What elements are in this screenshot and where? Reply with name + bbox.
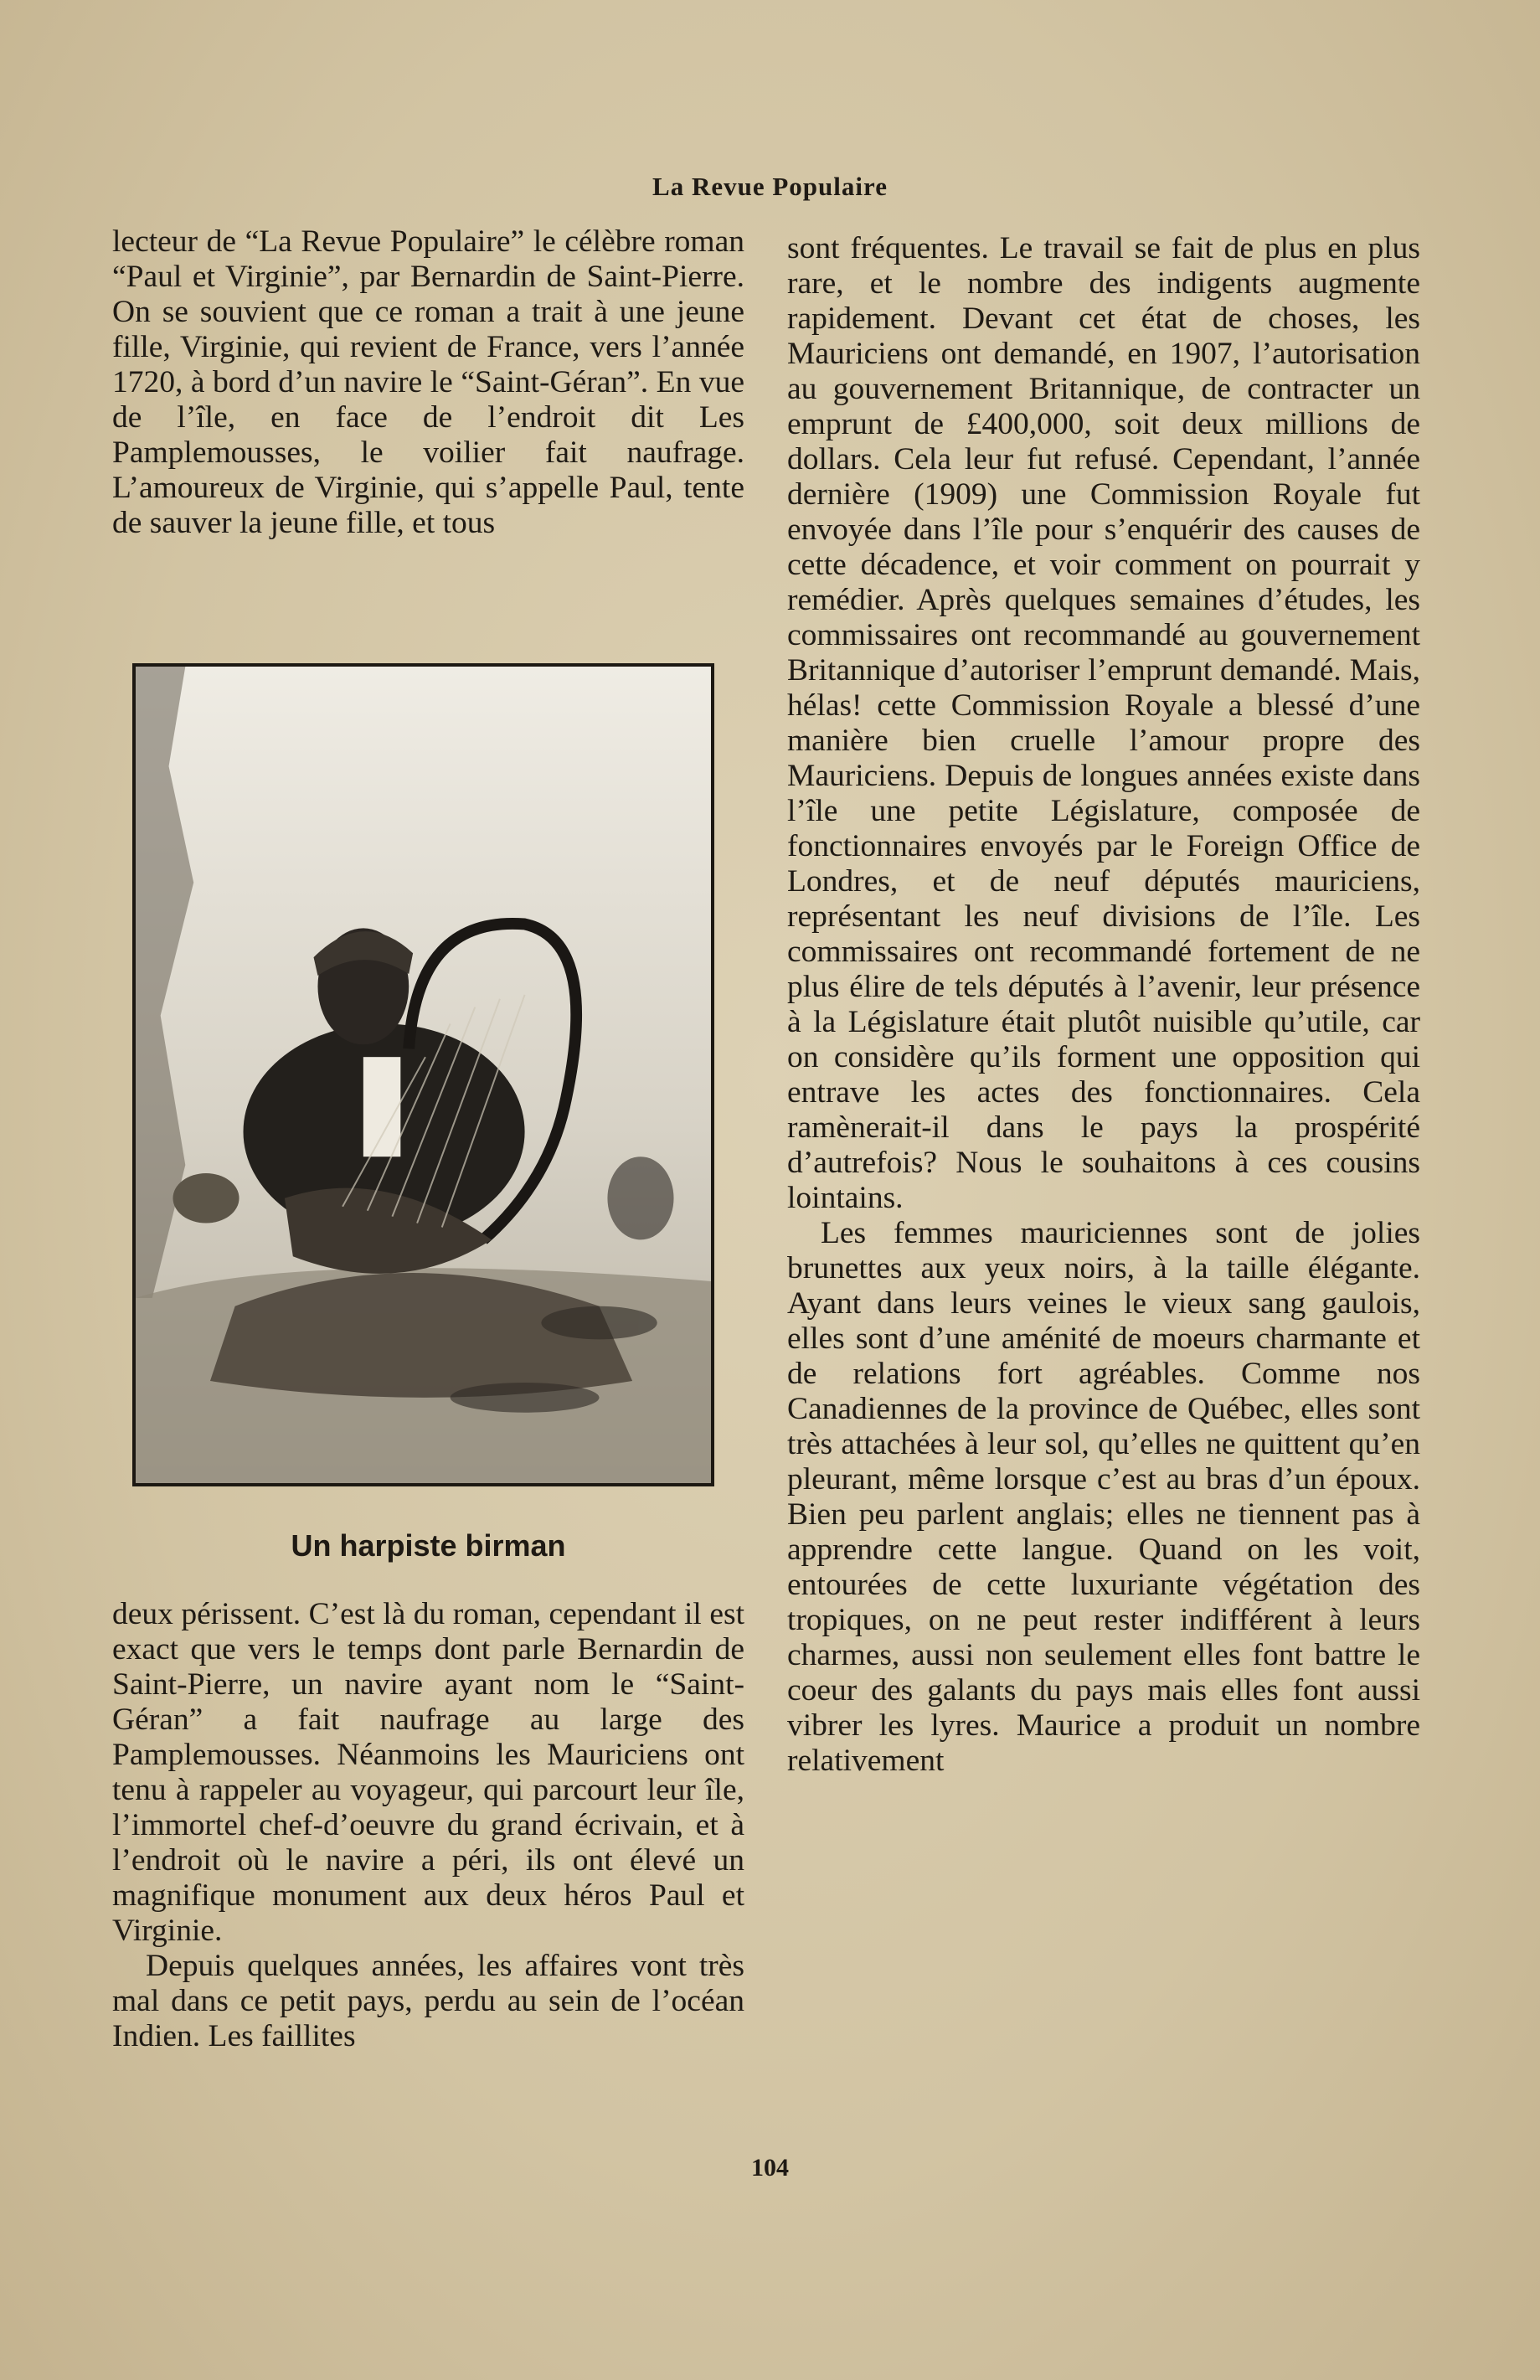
running-header: La Revue Populaire: [652, 172, 888, 201]
harpist-photo-illustration: [136, 667, 711, 1483]
photograph-burmese-harpist: [132, 663, 714, 1486]
paragraph: lecteur de “La Revue Populaire” le célèbre roman “Paul et Virginie”, par Bernardin de Saint-Pierre. On se souvient que ce roman a trait à une jeune fille, Virginie, qui revient de France, vers l’année 1720, à bord d’un navire le “Saint-Géran”. En vue de l’île, en face de l’endroit dit Les Pamplemousses, le voilier fait naufrage. L’amoureux de Virginie, qui s’appelle Paul, tente de sauver la jeune fille, et tous: [112, 224, 744, 540]
paragraph: Depuis quelques années, les affaires vont très mal dans ce petit pays, perdu au sein de l’océan Indien. Les faillites: [112, 1949, 744, 2053]
right-column: [787, 231, 1420, 1779]
paragraph: Les femmes mauriciennes sont de jolies brunettes aux yeux noirs, à la taille élégante. Ayant dans leurs veines le vieux sang gaulois, elles sont d’une aménité de moeurs charmante et de relations fort agréables. Comme nos Canadiennes de la province de Québec, elles sont très attachées à leur sol, qu’elles ne quittent qu’en pleurant, même lorsque c’est au bras d’un époux. Bien peu parlent anglais; elles ne tiennent pas à apprendre cette langue. Quand on les voit, entourées de cette luxuriante végétation des tropiques, on ne peut rester indifférent à leurs charmes, aussi non seulement elles font battre le coeur des galants du pays mais elles font aussi vibrer les lyres. Maurice a produit un nombre relativement: [787, 1216, 1420, 1778]
figure-caption: Un harpiste birman: [291, 1528, 566, 1563]
page-number: 104: [751, 2154, 789, 2182]
paragraph: deux périssent. C’est là du roman, cependant il est exact que vers le temps dont parle Bernardin de Saint-Pierre, un navire ayant nom le “Saint-Géran” a fait naufrage au large des Pamplemousses. Néanmoins les Mauriciens ont tenu à rappeler au voyageur, qui parcourt leur île, l’immortel chef-d’oeuvre du grand écrivain, et à l’endroit où le navire a péri, ils ont élevé un magnifique monument aux deux héros Paul et Virginie.: [112, 1597, 744, 1948]
left-column-top: [112, 224, 744, 541]
left-column-bottom: [112, 1597, 744, 2054]
paragraph: sont fréquentes. Le travail se fait de plus en plus rare, et le nombre des indigents augmente rapidement. Devant cet état de choses, les Mauriciens ont demandé, en 1907, l’autorisation au gouvernement Britannique, de contracter un emprunt de £400,000, soit deux millions de dollars. Cela leur fut refusé. Cependant, l’année dernière (1909) une Commission Royale fut envoyée dans l’île pour s’enquérir des causes de cette décadence, et voir comment on pourrait y remédier. Après quelques semaines d’études, les commissaires ont recommandé au gouvernement Britannique d’autoriser l’emprunt demandé. Mais, hélas! cette Commission Royale a blessé d’une manière bien cruelle l’amour propre des Mauriciens. Depuis de longues années existe dans l’île une petite Législature, composée de fonctionnaires envoyés par le Foreign Office de Londres, et de neuf députés mauriciens, représentant les neuf divisions de l’île. Les commissaires ont recommandé fortement de ne plus élire de tels députés à l’avenir, leur présence à la Législature était plutôt nuisible qu’utile, car on considère qu’ils forment une opposition qui entrave les actes des fonctionnaires. Cela ramènerait-il dans le pays la prospérité d’autrefois? Nous le souhaitons à ces cousins lointains.: [787, 231, 1420, 1215]
